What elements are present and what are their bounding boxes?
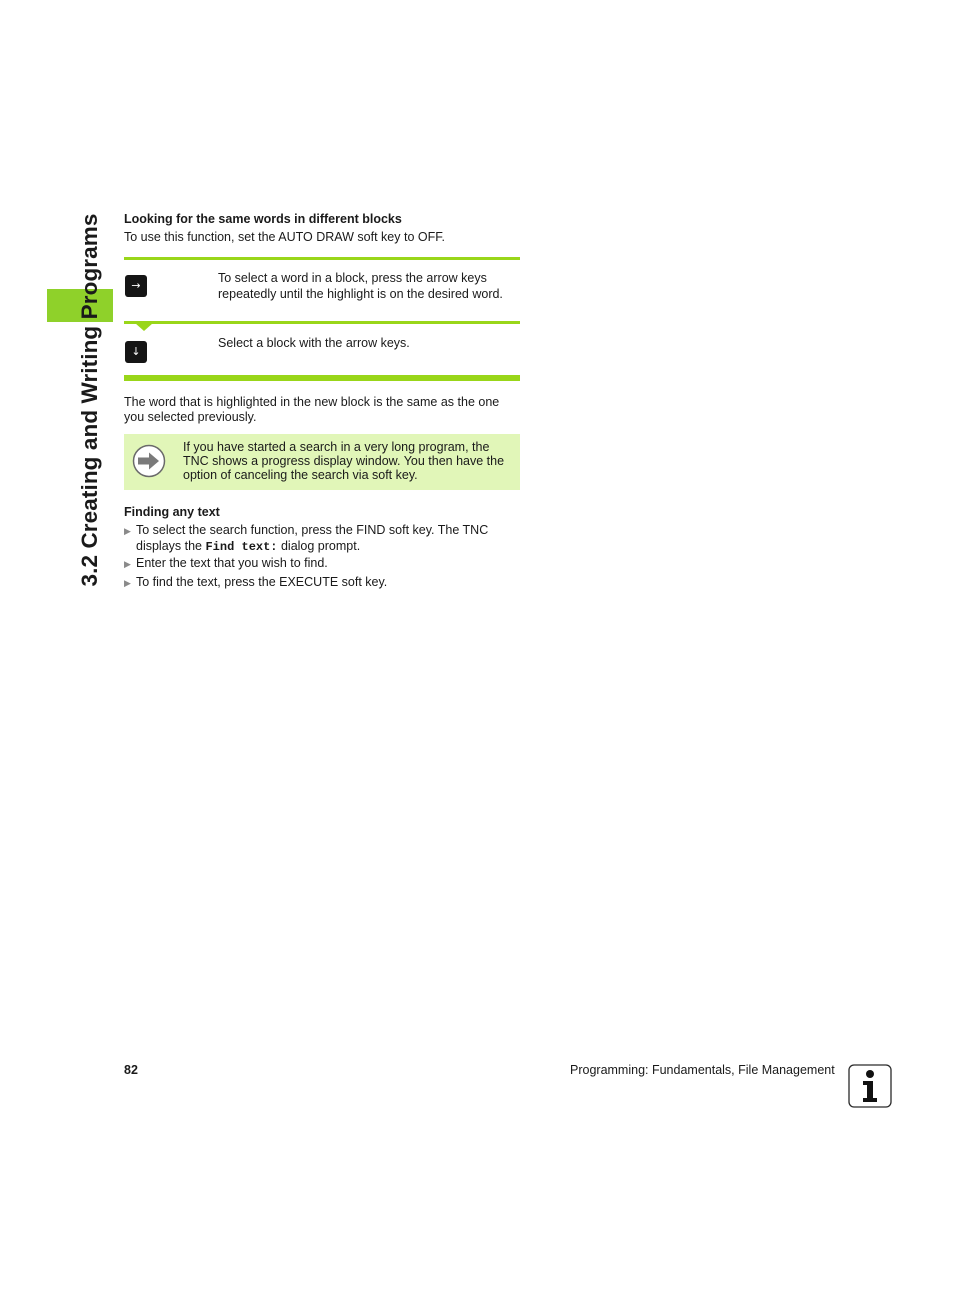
step-2-text: Select a block with the arrow keys. (218, 336, 410, 350)
result-line-2: you selected previously. (124, 409, 257, 424)
dialog-prompt-code: Find text: (205, 539, 278, 554)
list-item-1 (136, 523, 488, 555)
table-top-rule (124, 257, 520, 260)
table-row-divider (124, 321, 520, 324)
bullet-icon: ▶ (124, 559, 131, 569)
note-line-2: TNC shows a progress display window. You then have the (183, 454, 505, 468)
section-intro: To use this function, set the AUTO DRAW soft key to OFF. (124, 230, 445, 244)
page-number: 82 (124, 1063, 138, 1077)
step-1-line-2: repeatedly until the highlight is on the desired word. (218, 287, 503, 301)
note-line-3: option of canceling the search via soft key. (183, 468, 418, 482)
list-item-1-text-pre: displays the (136, 538, 206, 553)
info-icon (848, 1064, 892, 1108)
section-heading-same-words: Looking for the same words in different blocks (124, 212, 402, 226)
list-item-1-line-1: To select the search function, press the FIND soft key. The TNC (136, 523, 489, 537)
list-item-1-text-post: dialog prompt. (277, 538, 361, 553)
list-item-3: To find the text, press the EXECUTE soft key. (136, 575, 388, 589)
step-1-line-1: To select a word in a block, press the arrow keys (218, 271, 487, 285)
result-line-1: The word that is highlighted in the new block is the same as the one (124, 395, 500, 409)
divider-arrow-marker (135, 323, 153, 331)
list-item-2: Enter the text that you wish to find. (136, 556, 328, 570)
chapter-title: 3.2 Creating and Writing Programs (77, 213, 102, 587)
book-title: Programming: Fundamentals, File Management (570, 1063, 835, 1077)
arrow-right-key-icon: → (125, 275, 147, 297)
arrow-right-circle-icon (132, 444, 166, 478)
note-text (183, 440, 513, 482)
step-1-text (218, 270, 503, 302)
note-line-1: If you have started a search in a very long program, the (183, 440, 490, 454)
table-bottom-rule (124, 375, 520, 381)
bullet-icon: ▶ (124, 526, 131, 536)
result-paragraph (124, 395, 499, 424)
list-item-1-line-2 (136, 539, 488, 556)
arrow-down-key-icon: ↓ (125, 341, 147, 363)
section-heading-finding-text: Finding any text (124, 505, 220, 519)
bullet-icon: ▶ (124, 578, 131, 588)
